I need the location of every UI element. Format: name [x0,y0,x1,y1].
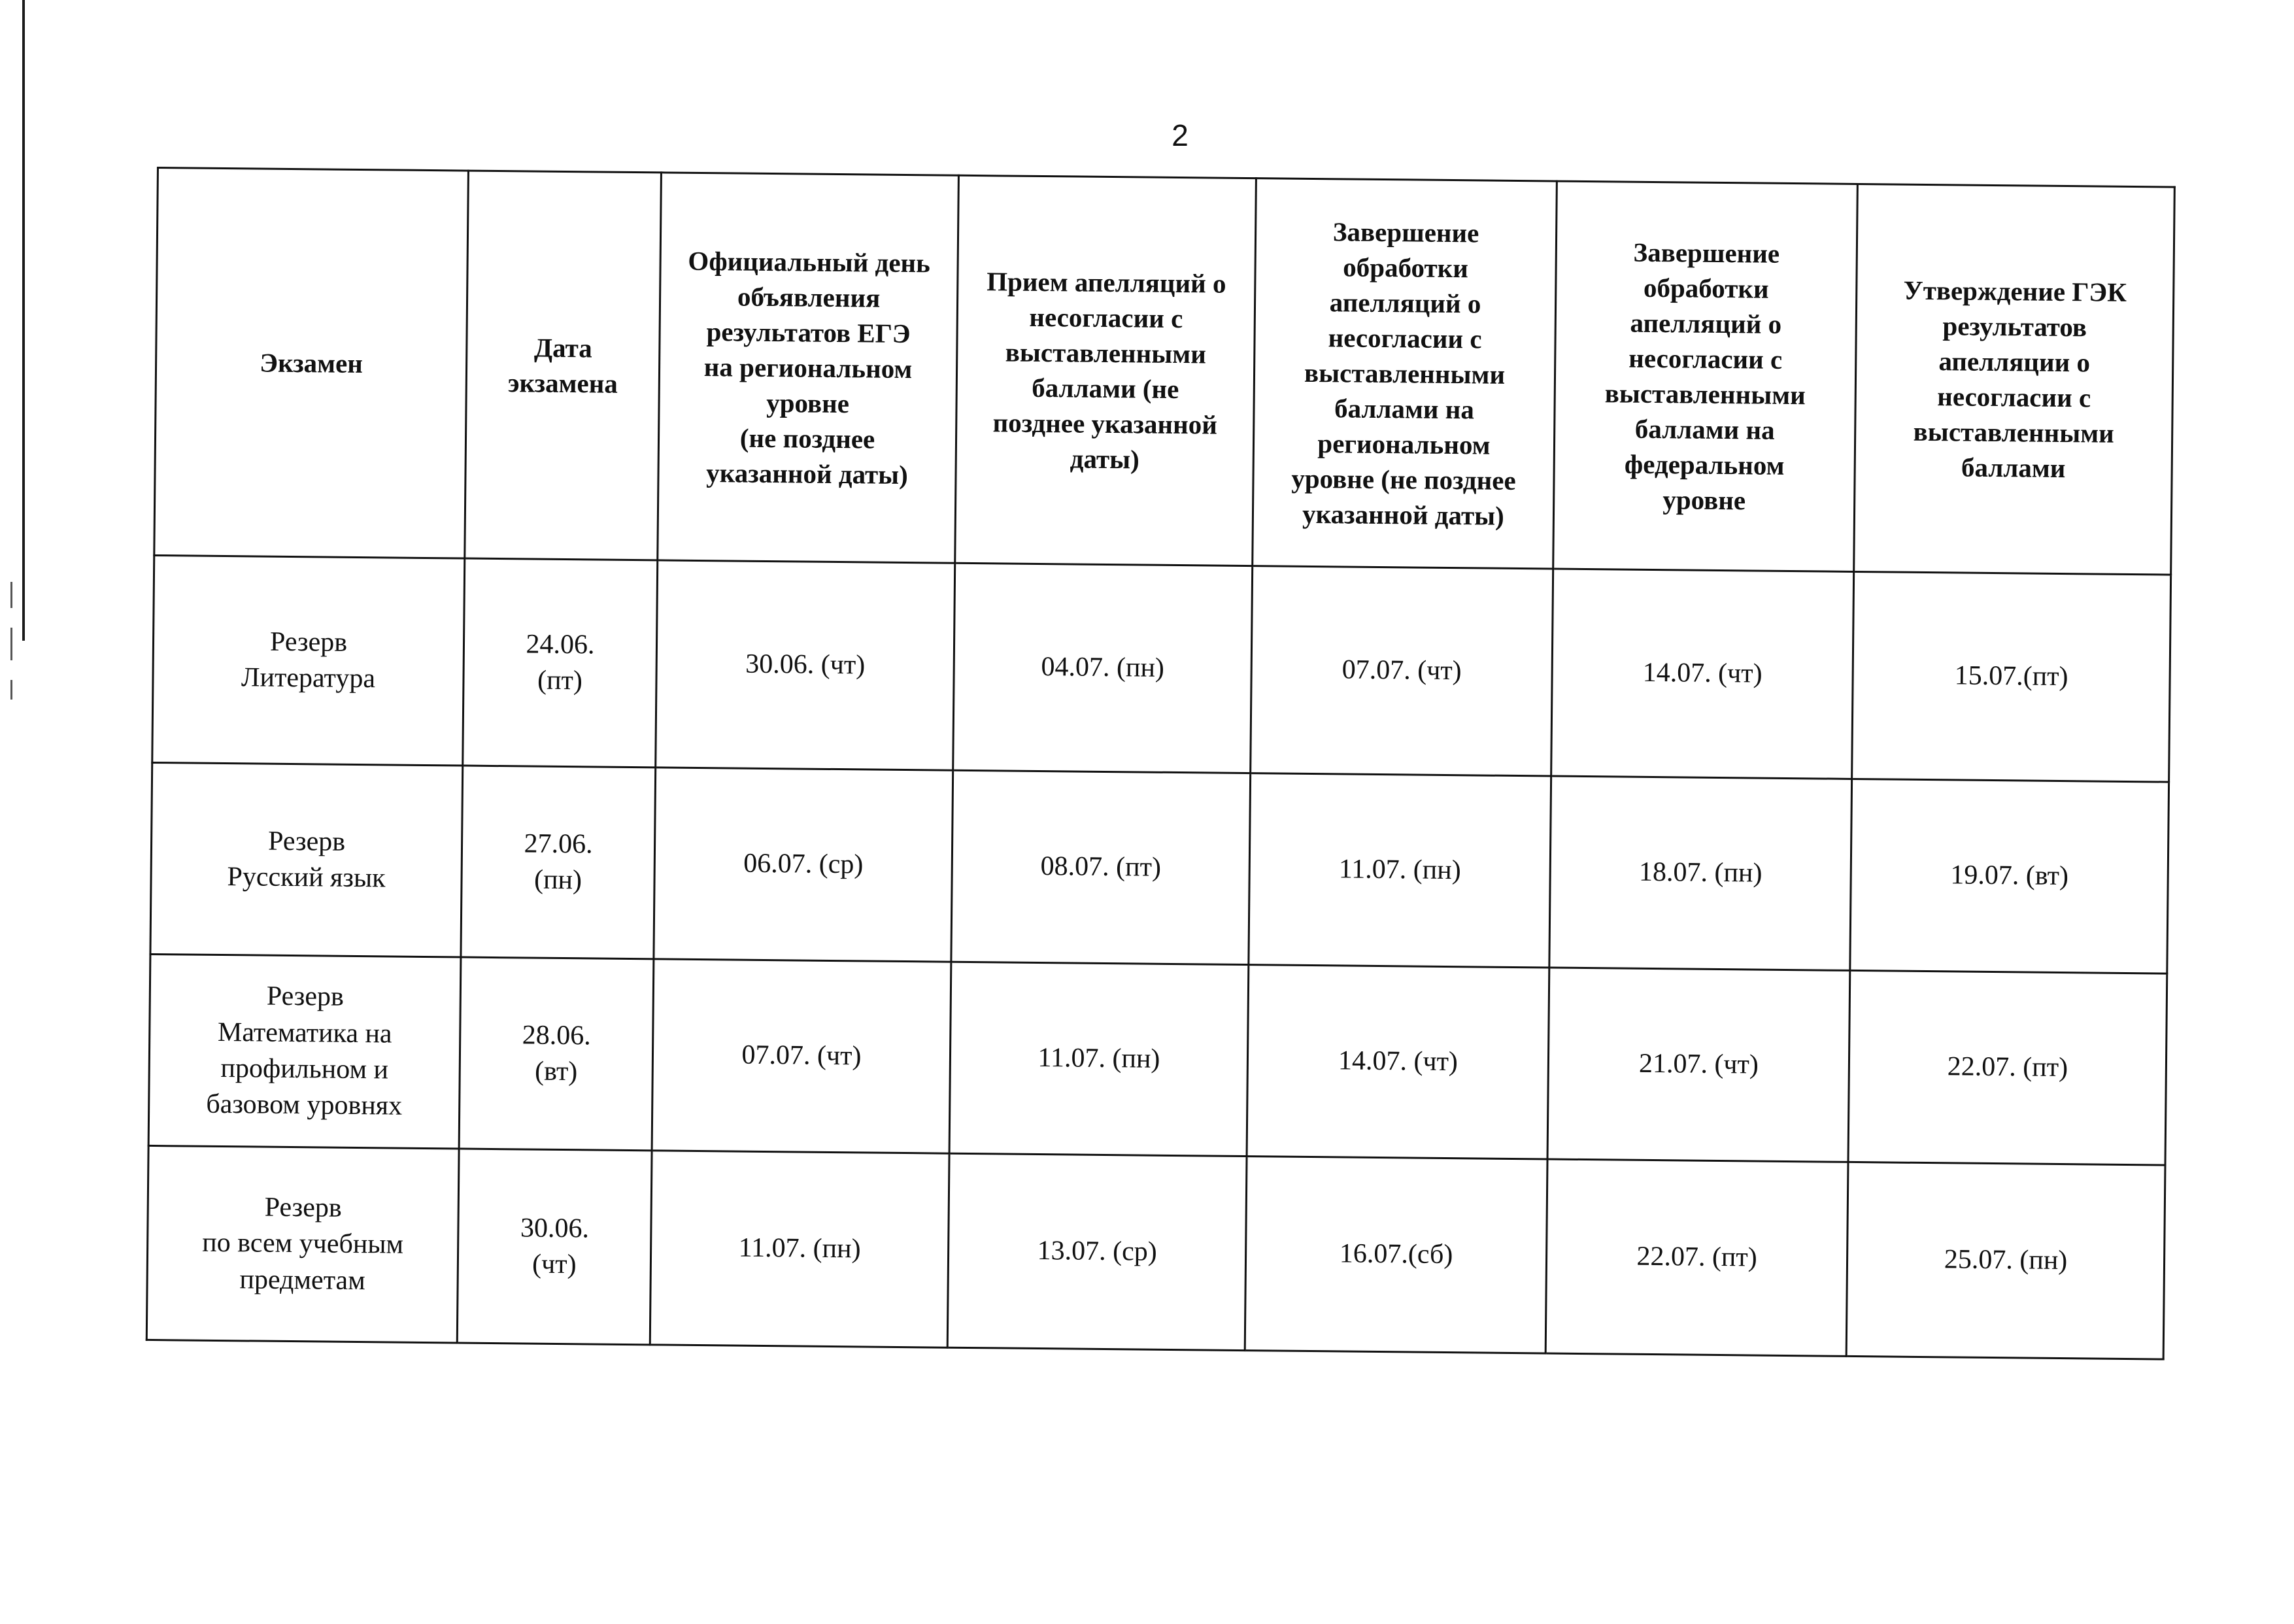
table-row [150,762,2169,973]
cell-regional-processing: 11.07. (пн) [1249,773,1551,968]
cell-federal-processing: 18.07. (пн) [1549,776,1852,970]
schedule-table-container [146,167,2174,1361]
table-row [152,555,2171,782]
cell-exam-date: 28.06. (вт) [459,957,654,1151]
exam-schedule-table [146,167,2176,1361]
cell-results-announcement: 30.06. (чт) [656,560,955,770]
cell-federal-processing: 14.07. (чт) [1551,569,1854,779]
header-exam-date: Дата экзамена [465,171,662,560]
scan-margin-mark [10,680,12,700]
cell-exam: Резерв Русский язык [150,762,463,957]
cell-exam-date: 27.06. (пн) [461,766,656,959]
header-regional-processing: Завершение обработки апелляций о несогласии с выставленными баллами на региональном уровне (не позднее указанной даты) [1253,178,1557,569]
header-appeal-submission: Прием апелляций о несогласии с выставленными баллами (не позднее указанной даты) [955,175,1257,566]
table-row [146,1145,2165,1359]
scan-margin-mark [10,628,12,660]
cell-exam-date: 30.06. (чт) [457,1149,652,1345]
cell-regional-processing: 07.07. (чт) [1251,566,1553,776]
page-number: 2 [1172,118,1189,152]
cell-results-announcement: 06.07. (ср) [654,768,953,962]
cell-appeal-submission: 04.07. (пн) [953,563,1253,773]
cell-regional-processing: 16.07.(сб) [1245,1157,1547,1353]
header-federal-processing: Завершение обработки апелляций о несогласии с выставленными баллами на федеральном уровне [1553,181,1858,571]
cell-appeal-submission: 13.07. (ср) [947,1153,1247,1350]
cell-appeal-submission: 08.07. (пт) [951,770,1251,964]
scan-margin-mark [10,582,12,608]
header-results-announcement: Официальный день объявления результатов ЕГЭ на региональном уровне (не позднее указанной даты) [658,173,959,563]
cell-gek-approval: 19.07. (вт) [1850,779,2169,973]
cell-federal-processing: 21.07. (чт) [1547,968,1850,1162]
cell-exam-date: 24.06. (пт) [463,558,658,768]
header-exam: Экзамен [154,168,469,559]
cell-gek-approval: 22.07. (пт) [1848,970,2167,1165]
scan-left-edge-line [22,0,25,641]
cell-results-announcement: 07.07. (чт) [652,959,951,1153]
cell-exam: Резерв Математика на профильном и базовом уровнях [148,954,461,1149]
cell-gek-approval: 15.07.(пт) [1852,571,2171,782]
cell-appeal-submission: 11.07. (пн) [949,962,1249,1156]
cell-federal-processing: 22.07. (пт) [1545,1159,1848,1356]
cell-gek-approval: 25.07. (пн) [1846,1162,2165,1359]
table-row [148,954,2167,1165]
cell-results-announcement: 11.07. (пн) [650,1151,949,1347]
cell-exam: Резерв по всем учебным предметам [146,1145,459,1343]
header-row [154,168,2175,575]
cell-regional-processing: 14.07. (чт) [1247,965,1549,1159]
cell-exam: Резерв Литература [152,555,465,766]
header-gek-approval: Утверждение ГЭК результатов апелляции о несогласии с выставленными баллами [1854,184,2175,575]
